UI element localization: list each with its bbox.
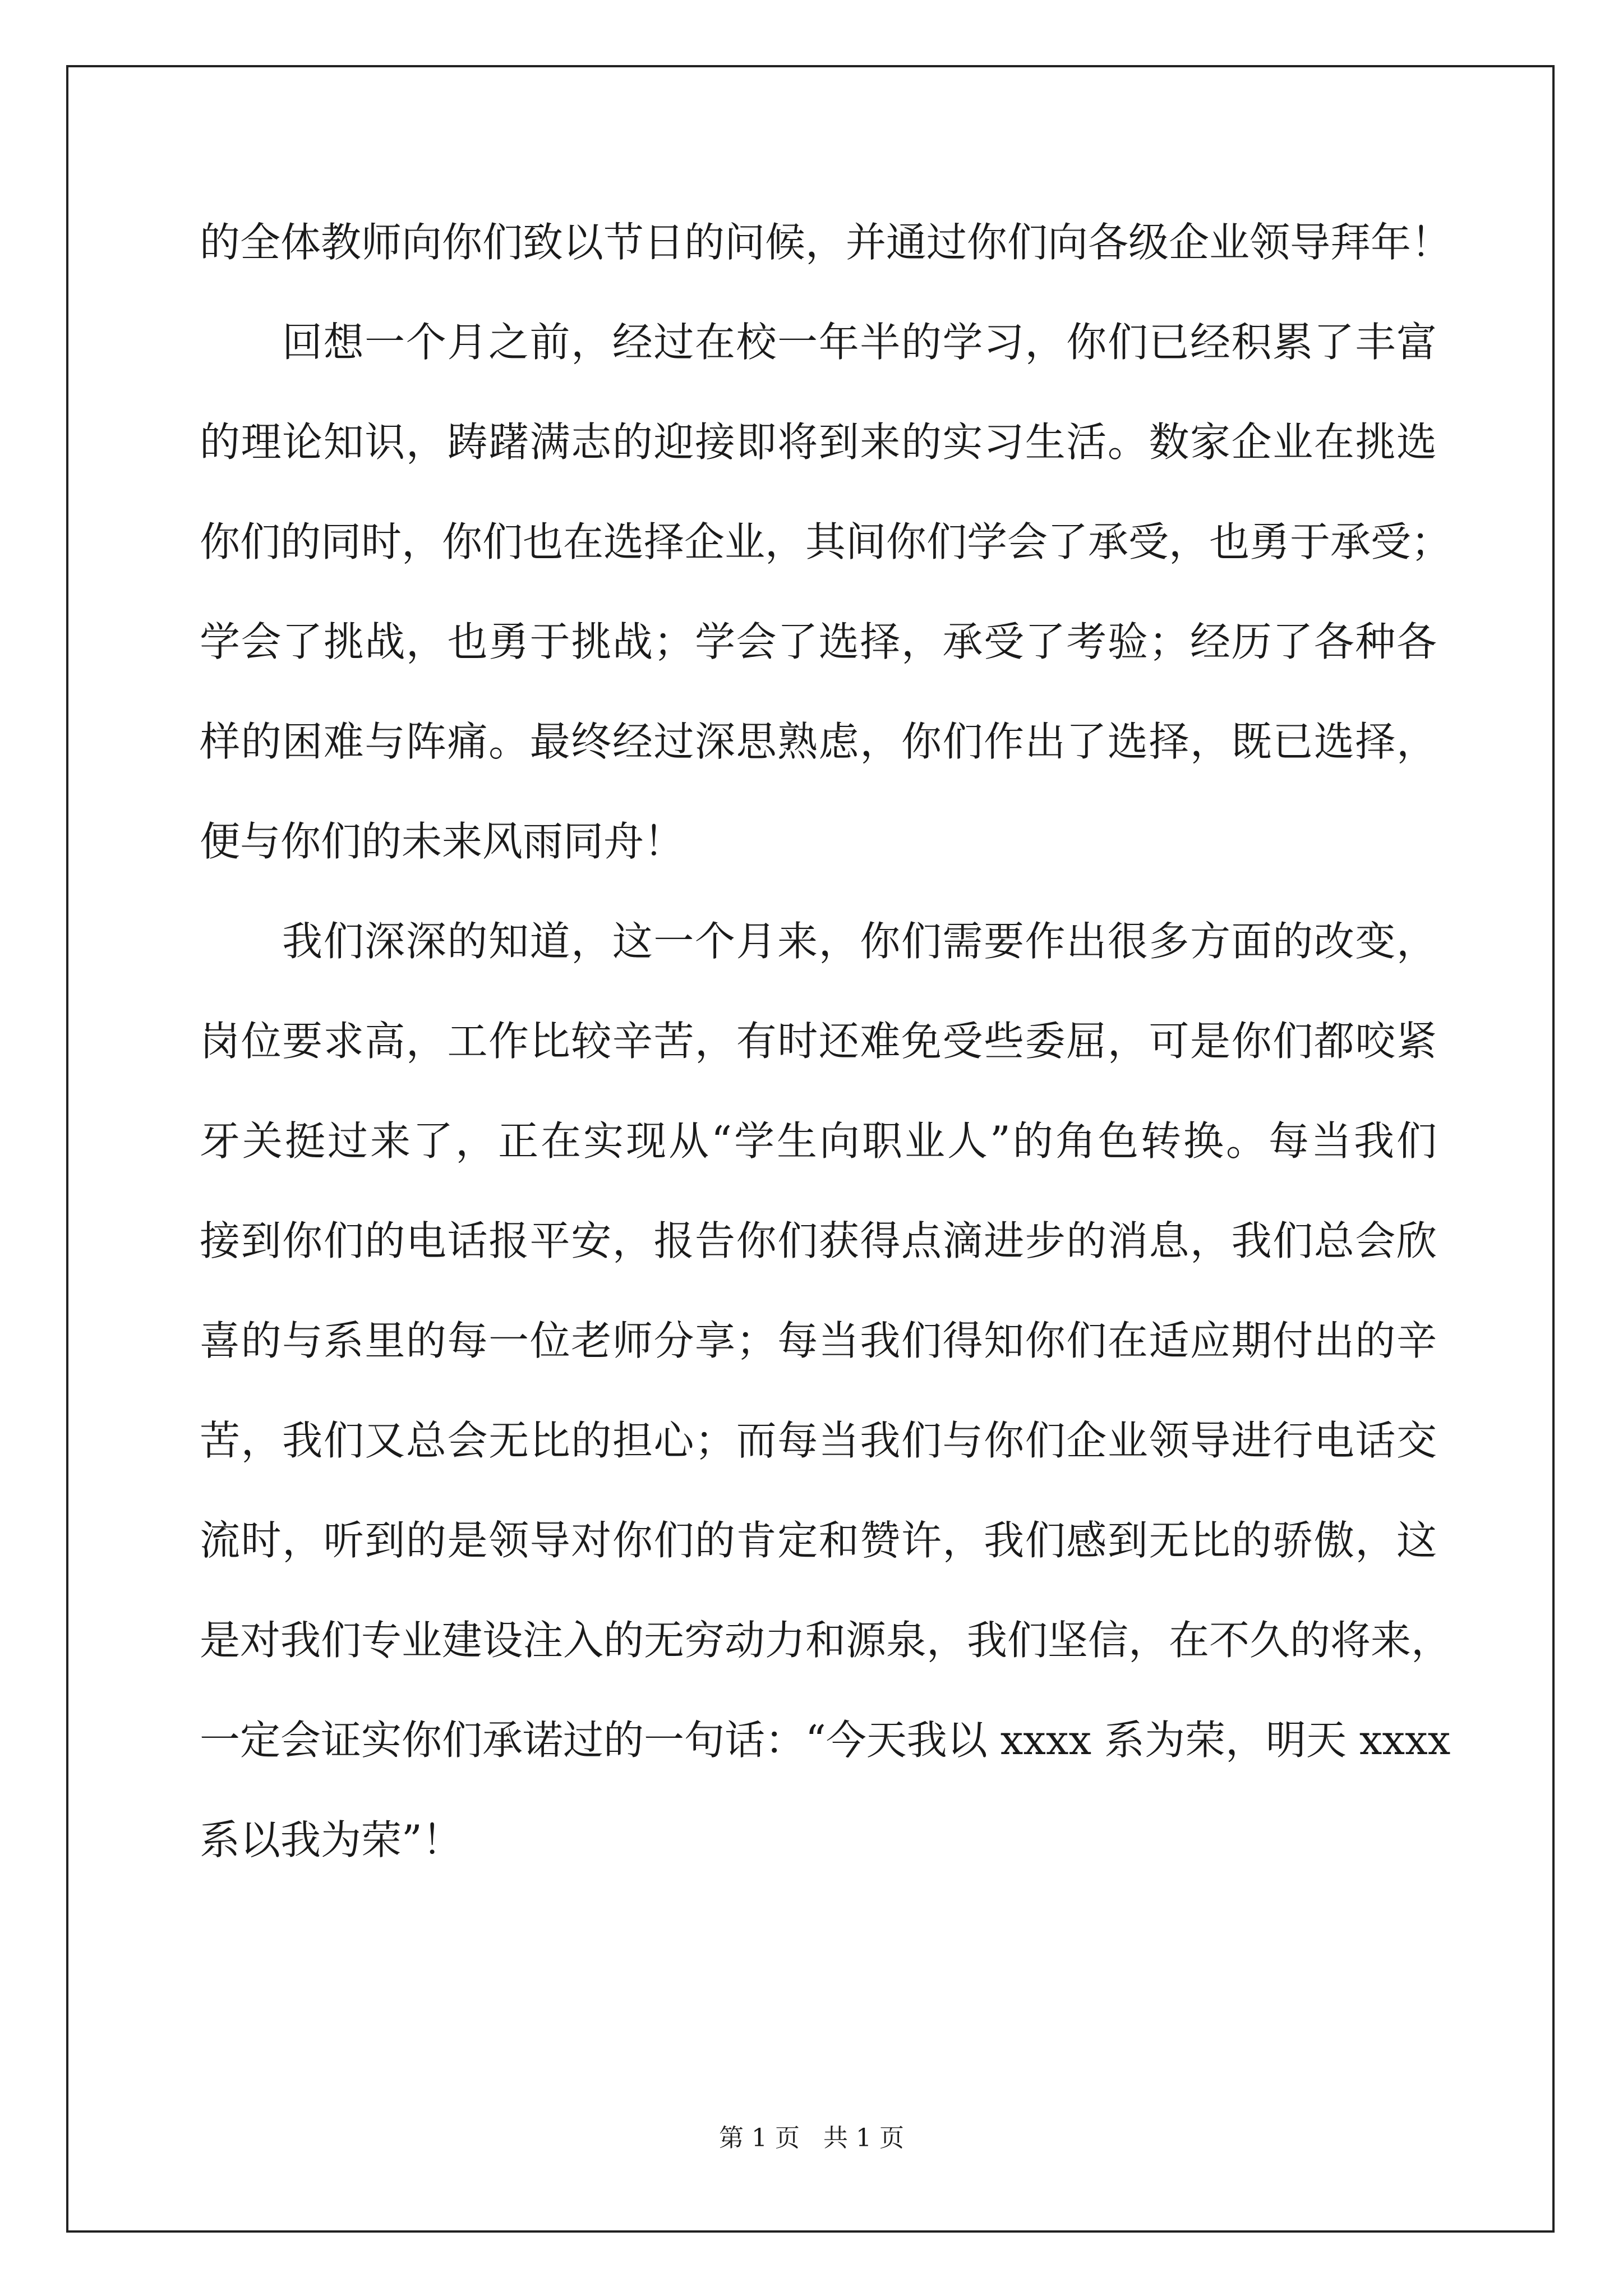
text-line: 系以我为荣”！ xyxy=(200,1816,463,1864)
text-line: 岗位要求高，工作比较辛苦，有时还难免受些委屈，可是你们都咬紧 xyxy=(200,1018,1437,1065)
text-line: 是对我们专业建设注入的无穷动力和源泉，我们坚信，在不久的将来， xyxy=(200,1617,1452,1664)
text-line: 你们的同时，你们也在选择企业，其间你们学会了承受，也勇于承受； xyxy=(200,518,1452,565)
text-line: 样的困难与阵痛。最终经过深思熟虑，你们作出了选择，既已选择， xyxy=(200,718,1437,765)
text-line: 学会了挑战，也勇于挑战；学会了选择，承受了考验；经历了各种各 xyxy=(200,618,1437,665)
text-line: 喜的与系里的每一位老师分享；每当我们得知你们在适应期付出的辛 xyxy=(200,1317,1437,1364)
text-line: 的理论知识，踌躇满志的迎接即将到来的实习生活。数家企业在挑选 xyxy=(200,418,1437,466)
text-line: 接到你们的电话报平安，报告你们获得点滴进步的消息，我们总会欣 xyxy=(200,1217,1437,1264)
text-line: 流时，听到的是领导对你们的肯定和赞许，我们感到无比的骄傲，这 xyxy=(200,1517,1437,1564)
text-line: 牙关挺过来了，正在实现从“学生向职业人”的角色转换。每当我们 xyxy=(200,1117,1437,1165)
text-line: 一定会证实你们承诺过的一句话：“今天我以 xxxx 系为荣，明天 xxxx xyxy=(200,1717,1451,1764)
text-line: 回想一个月之前，经过在校一年半的学习，你们已经积累了丰富 xyxy=(282,319,1437,366)
text-line: 便与你们的未来风雨同舟！ xyxy=(200,818,685,865)
text-line: 的全体教师向你们致以节日的问候，并通过你们向各级企业领导拜年！ xyxy=(200,219,1452,266)
page-number-footer: 第 1 页 共 1 页 xyxy=(719,2124,904,2152)
text-line: 苦，我们又总会无比的担心；而每当我们与你们企业领导进行电话交 xyxy=(200,1417,1437,1464)
text-line: 我们深深的知道，这一个月来，你们需要作出很多方面的改变， xyxy=(282,918,1437,965)
